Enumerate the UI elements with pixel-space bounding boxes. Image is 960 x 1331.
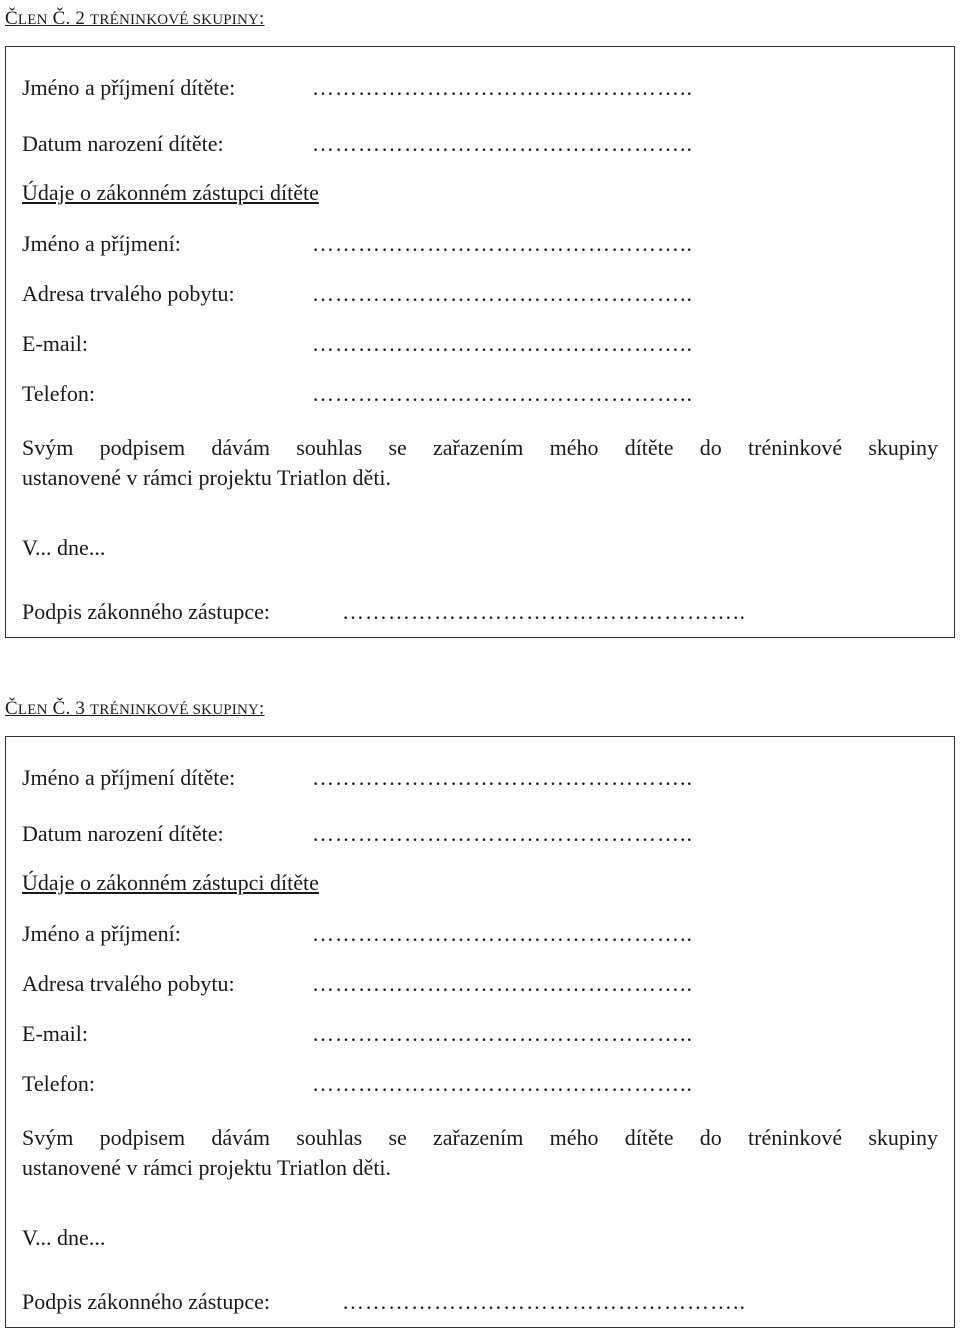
consent-text-line2: ustanovené v rámci projektu Triatlon děti. [22,1155,392,1180]
guardian-name-label: Jméno a příjmení: [22,231,181,256]
consent-text-line2: ustanovené v rámci projektu Triatlon děti. [22,465,392,490]
birth-date-label: Datum narození dítěte: [22,821,224,846]
consent-text-line1: Svým podpisem dávám souhlas se zařazením mého dítěte do tréninkové skupiny [22,1125,938,1150]
guardian-subheading: Údaje o zákonném zástupci dítěte [22,180,319,205]
address-label: Adresa trvalého pobytu: [22,281,235,306]
signature-field[interactable]: …………………………………………….. [342,599,746,624]
birth-date-label: Datum narození dítěte: [22,131,224,156]
guardian-name-label: Jméno a příjmení: [22,921,181,946]
child-name-label: Jméno a příjmení dítěte: [22,765,236,790]
member-form-box-3 [5,736,955,1328]
signature-label: Podpis zákonného zástupce: [22,599,271,624]
section-heading-member-3: ČLEN Č. 3 TRÉNINKOVÉ SKUPINY: [5,698,265,719]
email-field[interactable]: ………………………………………….. [312,1021,693,1046]
child-name-field[interactable]: ………………………………………….. [312,75,693,100]
guardian-name-field[interactable]: ………………………………………….. [312,231,693,256]
phone-field[interactable]: ………………………………………….. [312,1071,693,1096]
phone-field[interactable]: ………………………………………….. [312,381,693,406]
consent-text-line1: Svým podpisem dávám souhlas se zařazením mého dítěte do tréninkové skupiny [22,435,938,460]
email-field[interactable]: ………………………………………….. [312,331,693,356]
guardian-name-field[interactable]: ………………………………………….. [312,921,693,946]
email-label: E-mail: [22,1021,88,1046]
phone-label: Telefon: [22,381,95,406]
address-label: Adresa trvalého pobytu: [22,971,235,996]
place-date-field[interactable]: V... dne... [22,535,106,560]
guardian-subheading: Údaje o zákonném zástupci dítěte [22,870,319,895]
birth-date-field[interactable]: ………………………………………….. [312,821,693,846]
phone-label: Telefon: [22,1071,95,1096]
child-name-label: Jméno a příjmení dítěte: [22,75,236,100]
signature-field[interactable]: …………………………………………….. [342,1289,746,1314]
address-field[interactable]: ………………………………………….. [312,971,693,996]
section-heading-member-2: ČLEN Č. 2 TRÉNINKOVÉ SKUPINY: [5,8,265,29]
birth-date-field[interactable]: ………………………………………….. [312,131,693,156]
email-label: E-mail: [22,331,88,356]
signature-label: Podpis zákonného zástupce: [22,1289,271,1314]
address-field[interactable]: ………………………………………….. [312,281,693,306]
member-form-box-2 [5,46,955,638]
child-name-field[interactable]: ………………………………………….. [312,765,693,790]
place-date-field[interactable]: V... dne... [22,1225,106,1250]
